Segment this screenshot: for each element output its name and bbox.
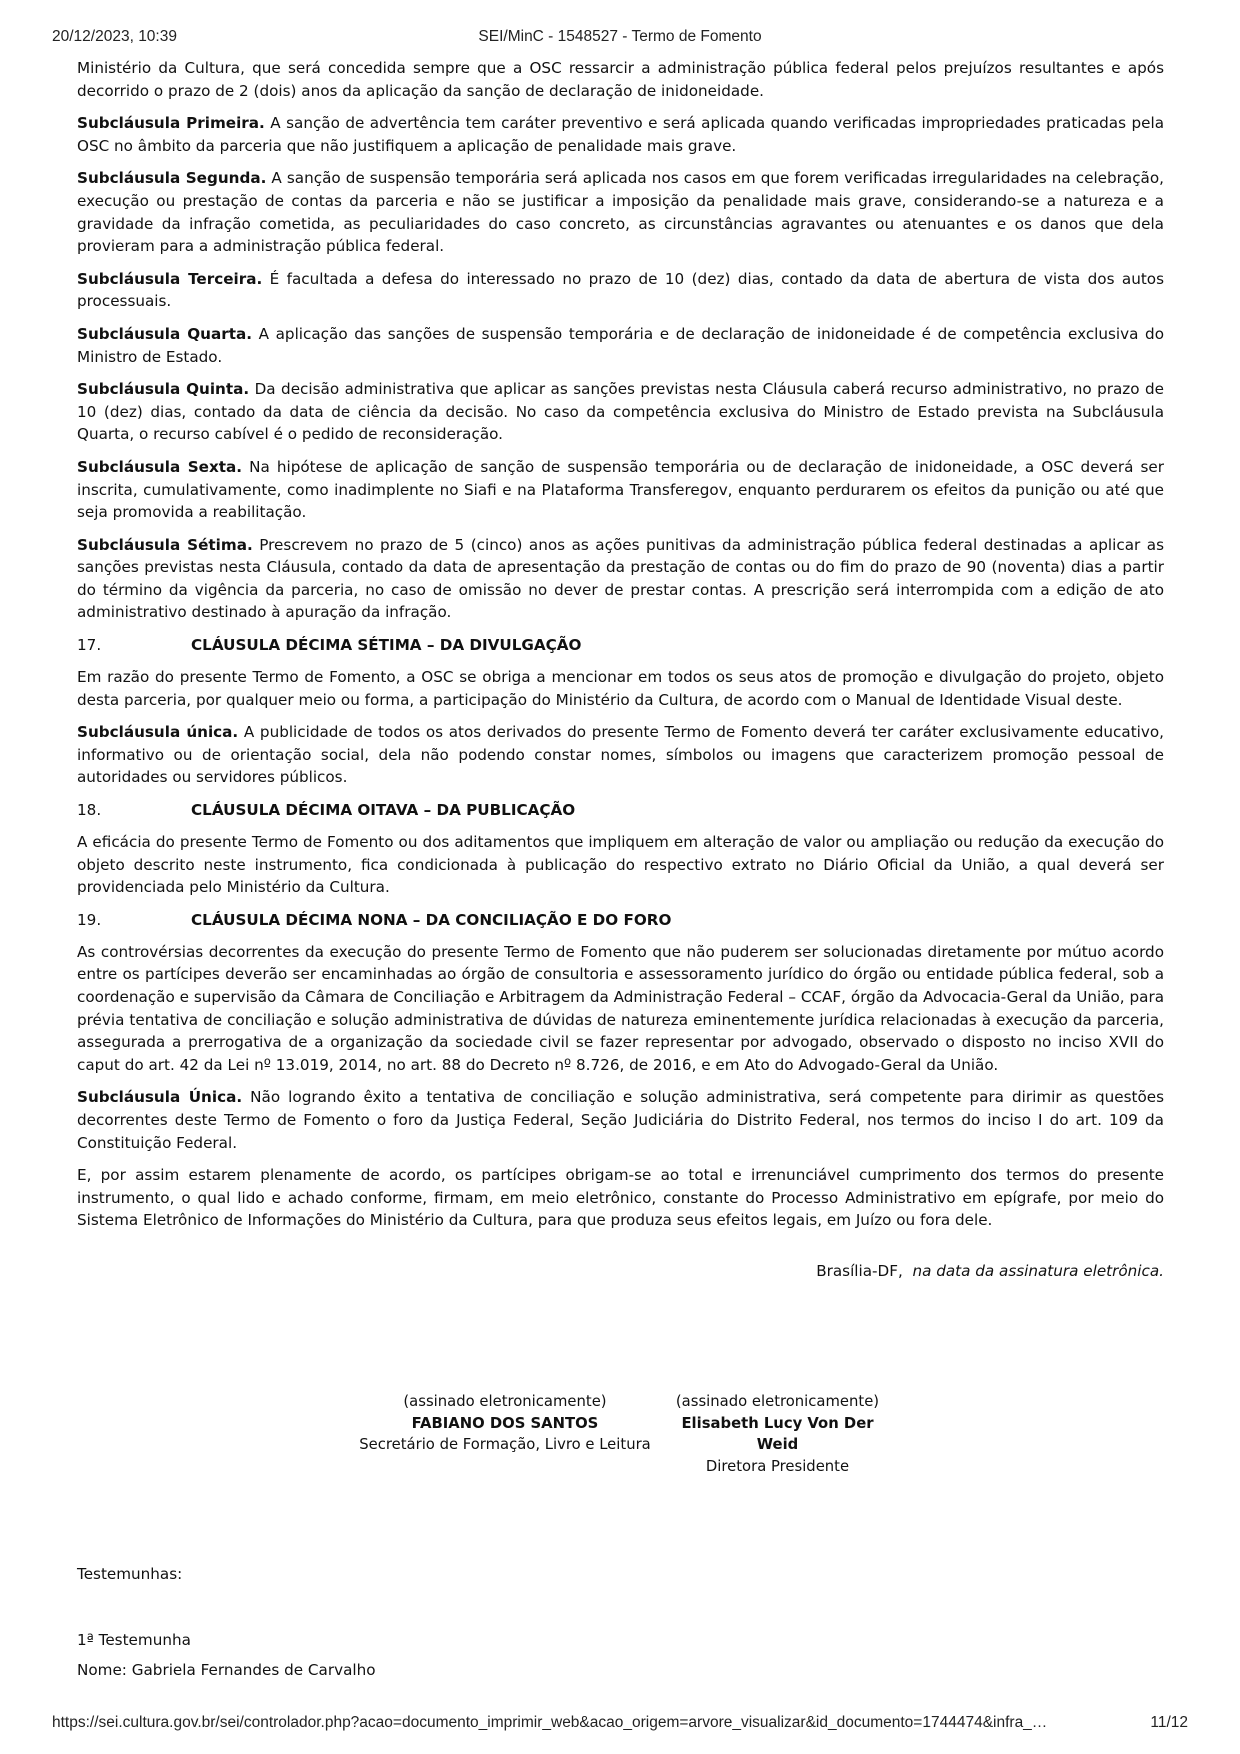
place-text: Brasília-DF, bbox=[816, 1261, 903, 1280]
clause-17-heading bbox=[77, 634, 1164, 656]
subclause-setima bbox=[77, 534, 1164, 624]
subclause-quarta bbox=[77, 323, 1164, 368]
first-witness-name: Nome: Gabriela Fernandes de Carvalho bbox=[77, 1661, 376, 1679]
clause-number: 19. bbox=[77, 910, 102, 929]
document-url: https://sei.cultura.gov.br/sei/controlador.php?acao=documento_imprimir_web&acao_origem=arvore_visualizar&id_documento=1744474&infra_… bbox=[52, 1714, 1048, 1731]
subclause-text: Não logrando êxito a tentativa de conciliação e solução administrativa, será competente para dirimir as questões decorrentes deste Termo de Fomento o foro da Justiça Federal, Seção Judiciária do Distrito Federal, nos termos do inciso I do art. 109 da Constituição Federal. bbox=[77, 1088, 1164, 1152]
clause-18-text: A eficácia do presente Termo de Fomento ou dos aditamentos que impliquem em alteração de valor ou ampliação ou redução da execução do objeto descrito neste instrumento, fica condicionada à publicação do respectivo extrato no Diário Oficial da União, a qual deverá ser providenciada pelo Ministério da Cultura. bbox=[77, 833, 1164, 897]
print-datetime: 20/12/2023, 10:39 bbox=[52, 28, 177, 45]
signature-block bbox=[0, 1391, 1240, 1475]
clause-title: CLÁUSULA DÉCIMA OITAVA – DA PUBLICAÇÃO bbox=[191, 801, 576, 820]
clause-19-heading bbox=[77, 909, 1164, 931]
signer-name: Elisabeth Lucy Von Der Weid bbox=[681, 1414, 874, 1453]
subclause-terceira bbox=[77, 268, 1164, 313]
subclause-label: Subcláusula Única. bbox=[77, 1088, 243, 1107]
signature-1 bbox=[350, 1391, 660, 1456]
subclause-sexta bbox=[77, 456, 1164, 524]
signer-role: Diretora Presidente bbox=[705, 1457, 850, 1475]
subclause-text: A publicidade de todos os atos derivados do presente Termo de Fomento deverá ter caráter exclusivamente educativo, informativo ou de orientação social, dela não podendo constar nomes, símbolos ou imagens que caracterizem promoção pessoal de autoridades ou servidores públicos. bbox=[77, 723, 1164, 787]
clause-19-text: As controvérsias decorrentes da execução do presente Termo de Fomento que não puderem ser solucionadas diretamente por mútuo acordo entre os partícipes deverão ser encaminhadas ao órgão de consultoria e assessoramento jurídico do órgão ou entidade pública federal, sob a coordenação e supervisão da Câmara de Conciliação e Arbitragem da Administração Federal – CCAF, órgão da Advocacia-Geral da União, para prévia tentativa de conciliação e solução administrativa de dúvidas de natureza eminentemente jurídica relacionadas à execução da parceria, assegurada a prerrogativa de a organização da sociedade civil se fazer representar por advogado, observado o disposto no inciso XVII do caput do art. 42 da Lei nº 13.019, 2014, no art. 88 do Decreto nº 8.726, de 2016, e em Ato do Advogado-Geral da União. bbox=[77, 942, 1164, 1074]
clause-number: 17. bbox=[77, 636, 102, 655]
subclause-text: Prescrevem no prazo de 5 (cinco) anos as ações punitivas da administração pública federal destinadas a aplicar as sanções previstas nesta Cláusula, contado da data de apresentação da prestação de contas ou do fim do prazo de 90 (noventa) dias a partir do término da vigência da parceria, no caso de omissão no dever de prestar contas. A prescrição será interrompida com a edição de ato administrativo destinado à apuração da infração. bbox=[77, 535, 1164, 622]
subclause-label: Subcláusula Segunda. bbox=[77, 169, 267, 188]
print-header bbox=[52, 28, 1188, 48]
subclause-text: A sanção de suspensão temporária será aplicada nos casos em que forem verificadas irregularidades na celebração, execução ou prestação de contas da parceria e não se justificar a imposição da penalidade mais grave, considerando-se a natureza e a gravidade da infração cometida, as peculiaridades do caso concreto, as circunstâncias agravantes ou atenuantes e os danos que dela provieram para a administração pública federal. bbox=[77, 169, 1164, 256]
clause-19-subclause bbox=[77, 1086, 1164, 1154]
signer-name: FABIANO DOS SANTOS bbox=[411, 1414, 599, 1432]
clause-17-subclause bbox=[77, 721, 1164, 789]
signature-2 bbox=[660, 1391, 895, 1477]
subclause-label: Subcláusula Sétima. bbox=[77, 535, 253, 554]
place-date-italic: na data da assinatura eletrônica. bbox=[912, 1261, 1164, 1280]
subclause-quinta bbox=[77, 378, 1164, 446]
signature-note: (assinado eletronicamente) bbox=[403, 1393, 607, 1410]
clause-18-heading bbox=[77, 799, 1164, 821]
page-number: 11/12 bbox=[1150, 1714, 1188, 1731]
witnesses-label: Testemunhas: bbox=[77, 1565, 183, 1583]
subclause-text: Na hipótese de aplicação de sanção de suspensão temporária ou de declaração de inidoneidade, a OSC deverá ser inscrita, cumulativamente, como inadimplente no Siafi e na Plataforma Transferegov, enquanto perdurarem os efeitos da punição ou até que seja promovida a reabilitação. bbox=[77, 457, 1164, 522]
subclause-label: Subcláusula única. bbox=[77, 723, 239, 742]
place-date-line bbox=[77, 1260, 1164, 1283]
subclause-segunda bbox=[77, 167, 1164, 257]
subclause-text: A aplicação das sanções de suspensão temporária e de declaração de inidoneidade é de competência exclusiva do Ministro de Estado. bbox=[77, 324, 1164, 366]
subclause-label: Subcláusula Quarta. bbox=[77, 324, 253, 343]
clause-17-text: Em razão do presente Termo de Fomento, a OSC se obriga a mencionar em todos os seus atos de promoção e divulgação do projeto, objeto desta parceria, por qualquer meio ou forma, a participação do Ministério da Cultura, de acordo com o Manual de Identidade Visual deste. bbox=[77, 668, 1164, 709]
document-title: SEI/MinC - 1548527 - Termo de Fomento bbox=[478, 28, 762, 45]
subclause-label: Subcláusula Quinta. bbox=[77, 380, 250, 399]
clause-title: CLÁUSULA DÉCIMA NONA – DA CONCILIAÇÃO E DO FORO bbox=[191, 910, 672, 929]
subclause-primeira bbox=[77, 112, 1164, 157]
first-witness-label: 1ª Testemunha bbox=[77, 1631, 191, 1649]
closing-paragraph: E, por assim estarem plenamente de acordo, os partícipes obrigam-se ao total e irrenunciável cumprimento dos termos do presente instrumento, o qual lido e achado conforme, firmam, em meio eletrônico, constante do Processo Administrativo em epígrafe, por meio do Sistema Eletrônico de Informações do Ministério da Cultura, para que produza seus efeitos legais, em Juízo ou fora dele. bbox=[77, 1166, 1164, 1230]
subclause-text: Da decisão administrativa que aplicar as sanções previstas nesta Cláusula caberá recurso administrativo, no prazo de 10 (dez) dias, contado da data de ciência da decisão. No caso da competência exclusiva do Ministro de Estado prevista na Subcláusula Quarta, o recurso cabível é o pedido de reconsideração. bbox=[77, 380, 1164, 444]
subclause-label: Subcláusula Primeira. bbox=[77, 114, 265, 133]
signature-note: (assinado eletronicamente) bbox=[675, 1393, 880, 1410]
subclause-label: Subcláusula Sexta. bbox=[77, 457, 243, 476]
subclause-label: Subcláusula Terceira. bbox=[77, 269, 263, 288]
intro-paragraph: Ministério da Cultura, que será concedida sempre que a OSC ressarcir a administração pública federal pelos prejuízos resultantes e após decorrido o prazo de 2 (dois) anos da aplicação da sanção de declaração de inidoneidade. bbox=[77, 59, 1164, 100]
subclause-text: É facultada a defesa do interessado no prazo de 10 (dez) dias, contado da data de abertura de vista dos autos processuais. bbox=[77, 269, 1164, 311]
signer-role: Secretário de Formação, Livro e Leitura bbox=[359, 1436, 651, 1453]
document-body bbox=[77, 57, 1164, 1283]
clause-number: 18. bbox=[77, 801, 102, 820]
subclause-text: A sanção de advertência tem caráter preventivo e será aplicada quando verificadas impropriedades praticadas pela OSC no âmbito da parceria que não justifiquem a aplicação de penalidade mais grave. bbox=[77, 114, 1164, 155]
print-footer bbox=[52, 1714, 1188, 1734]
clause-title: CLÁUSULA DÉCIMA SÉTIMA – DA DIVULGAÇÃO bbox=[191, 636, 582, 655]
